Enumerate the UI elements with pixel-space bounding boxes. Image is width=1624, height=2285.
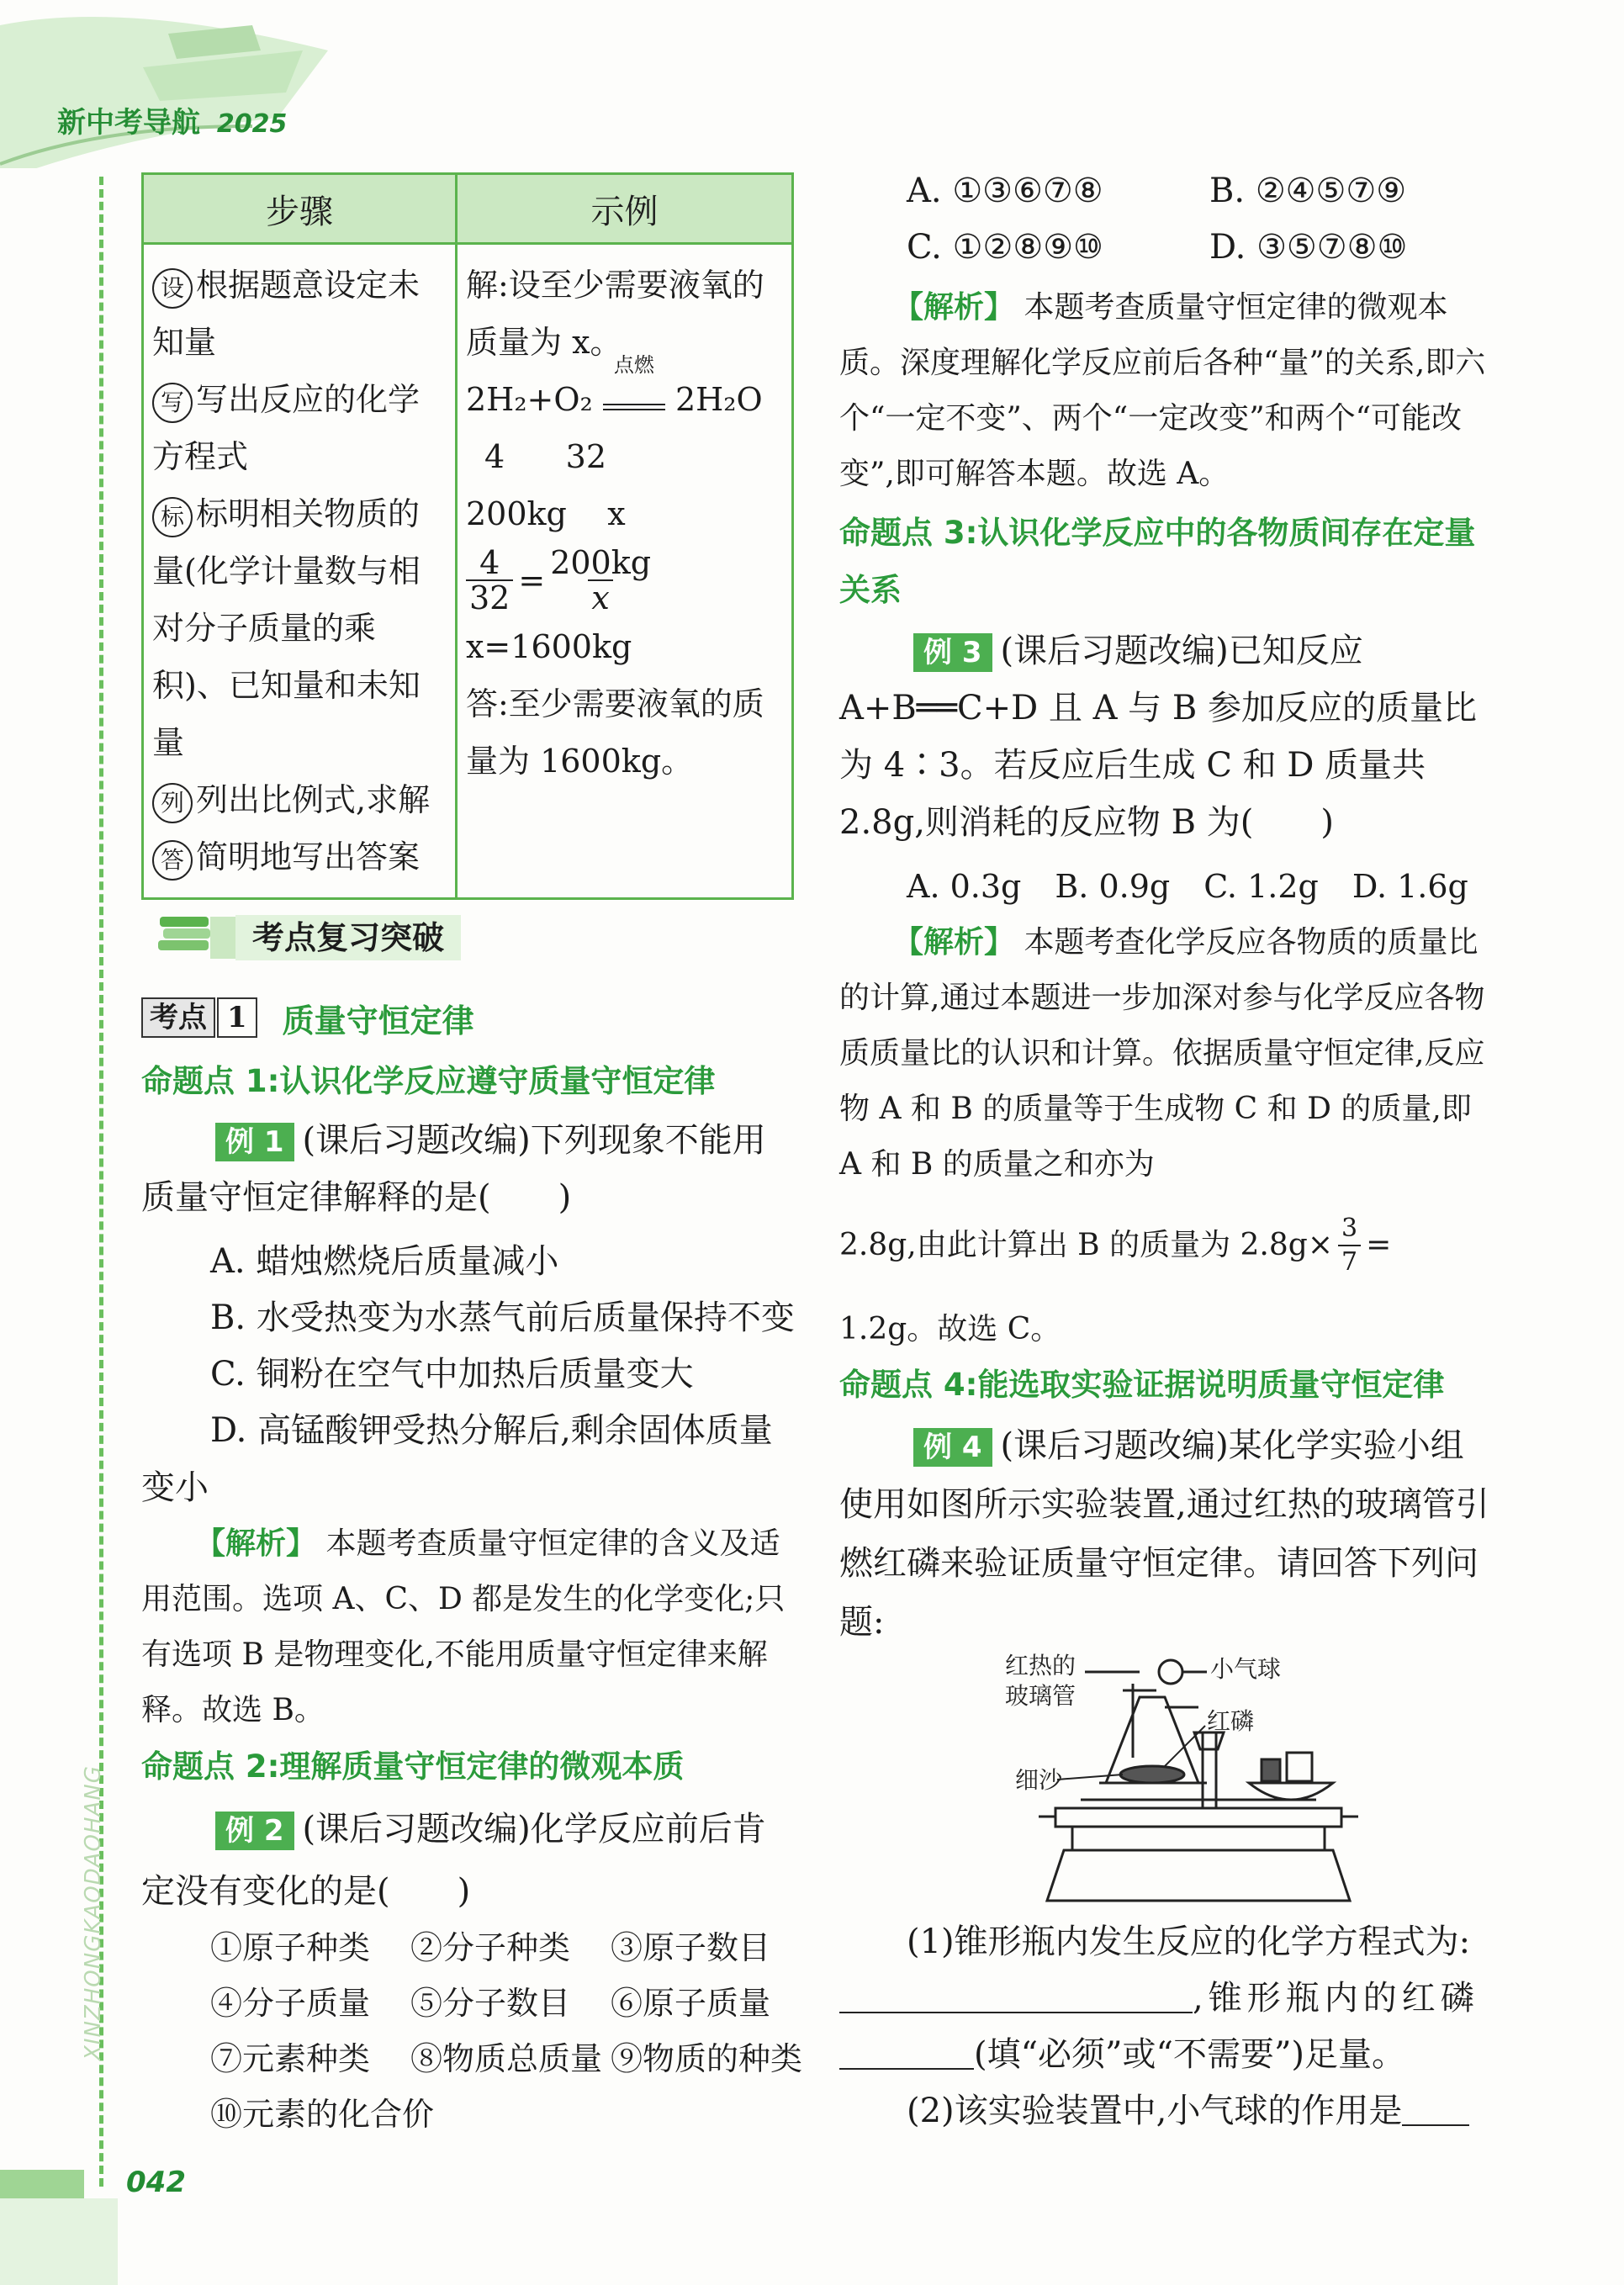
steps-cell <box>143 244 457 899</box>
question-1-line: ,锥形瓶内的红磷 <box>839 1970 1479 2027</box>
brand-year: 2025 <box>216 109 288 139</box>
question-1-text: (1)锥形瓶内发生反应的化学方程式为: <box>907 1923 1471 1961</box>
analysis-tag: 【解析】 <box>195 1526 317 1561</box>
example-2-tag: 例 2 <box>215 1812 294 1850</box>
point-1-heading: 命题点 1:认识化学反应遵守质量守恒定律 <box>141 1063 716 1099</box>
option-b: B. 0.9g <box>1055 868 1171 905</box>
option-d: D. 高锰酸钾受热分解后,剩余固体质量变小 <box>141 1411 773 1507</box>
step-row: 列 列出比例式,求解 <box>152 771 447 828</box>
step-mark: 列 <box>152 783 193 823</box>
step-row: 写 写出反应的化学方程式 <box>152 381 421 475</box>
apparatus-figure <box>1005 1648 1392 1917</box>
analysis-tag: 【解析】 <box>893 290 1015 325</box>
kaodian-num: 1 <box>217 997 257 1038</box>
example-3-tag: 例 3 <box>913 633 992 672</box>
step-mark: 答 <box>152 840 193 881</box>
example-cell <box>457 244 793 899</box>
example-3-analysis-formula: 2.8g,由此计算出 B 的质量为 2.8g× $\frac{3}{7}$ = <box>839 1214 1392 1277</box>
section-banner <box>151 908 471 967</box>
label-phosphorus: 红磷 <box>1207 1707 1255 1735</box>
step-mark: 标 <box>152 497 193 537</box>
kaodian-label: 考点 <box>141 997 215 1038</box>
label-glass-2: 玻璃管 <box>1005 1682 1076 1710</box>
col-header-example: 示例 <box>457 174 793 244</box>
example-line: 200kg x <box>466 495 626 532</box>
example-2-analysis: 【解析】 本题考查质量守恒定律的微观本质。深度理解化学反应前后各种“量”的关系,即六个“一定不变”、两个“一定改变”和两个“可能改变”,即可解答本题。故选 A。 <box>839 290 1486 491</box>
step-row: 标 标明相关物质的量(化学计量数与相对分子质量的乘积)、已知量和未知量 <box>152 495 421 761</box>
option-c: C. 1.2g <box>1203 868 1319 905</box>
option-d: D. 1.6g <box>1352 868 1468 905</box>
option-b: B. ②④⑤⑦⑨ <box>1209 172 1407 210</box>
side-text: XINZHONGKAODAOHANG <box>81 1765 106 2060</box>
question-2-line: (2)该实验装置中,小气球的作用是 <box>907 2082 1469 2140</box>
example-1-question: 例 1 (课后习题改编)下列现象不能用质量守恒定律解释的是( ) <box>141 1121 766 1217</box>
kaodian-title: 质量守恒定律 <box>282 1002 474 1039</box>
option-c: C. ①②⑧⑨⑩ <box>907 228 1103 267</box>
footer-shade <box>0 2198 118 2285</box>
point-3-heading: 命题点 3:认识化学反应中的各物质间存在定量关系 <box>839 515 1476 608</box>
point-4-heading: 命题点 4:能选取实验证据说明质量守恒定律 <box>839 1367 1445 1403</box>
option-a: A. 0.3g <box>907 868 1022 905</box>
footer-bar <box>0 2170 84 2198</box>
steps-table <box>141 172 794 900</box>
step-mark: 写 <box>152 383 193 423</box>
example-line: 解:设至少需要液氧的质量为 x。 <box>466 267 764 361</box>
equation: 2H₂+O₂ 点燃 2H₂O <box>466 353 763 418</box>
example-line: x=1600kg <box>466 628 632 665</box>
analysis-tag: 【解析】 <box>893 925 1015 960</box>
books-icon <box>151 908 244 967</box>
brand-title: 新中考导航 2025 <box>57 106 288 140</box>
label-glass-1: 红热的 <box>1005 1652 1076 1679</box>
answer-blank-1[interactable] <box>839 1970 1193 2013</box>
example-3-analysis: 【解析】 本题考查化学反应各物质的质量比的计算,通过本题进一步加深对参与化学反应各物质质量比的认识和计算。依据质量守恒定律,反应物 A 和 B 的质量等于生成物 C 和 D 的质量,即 A 和 B 的质量之和亦为 <box>839 925 1485 1182</box>
example-4-tag: 例 4 <box>913 1428 992 1467</box>
example-4-question: 例 4 (课后习题改编)某化学实验小组使用如图所示实验装置,通过红热的玻璃管引燃红磷来验证质量守恒定律。请回答下列问题: <box>839 1426 1489 1642</box>
example-line: 答:至少需要液氧的质量为 1600kg。 <box>466 685 764 780</box>
option-c: C. 铜粉在空气中加热后质量变大 <box>210 1355 694 1394</box>
example-2-question: 例 2 (课后习题改编)化学反应前后肯定没有变化的是( ) <box>141 1810 766 1911</box>
answer-blank-3[interactable] <box>1402 2082 1469 2126</box>
step-mark: 设 <box>152 268 193 309</box>
step-row: 设 根据题意设定未知量 <box>152 267 421 361</box>
option-b: B. 水受热变为水蒸气前后质量保持不变 <box>210 1299 795 1337</box>
example-line: 4 32 <box>484 438 607 475</box>
header-banner <box>0 0 336 168</box>
example-3-question: 例 3 (课后习题改编)已知反应 A+B══C+D 且 A 与 B 参加反应的质量比为 4∶3。若反应后生成 C 和 D 质量共 2.8g,则消耗的反应物 B 为( ) <box>839 632 1478 842</box>
option-a: A. ①③⑥⑦⑧ <box>907 172 1103 210</box>
option-d: D. ③⑤⑦⑧⑩ <box>1209 228 1408 267</box>
example-3-analysis-end: 1.2g。故选 C。 <box>839 1312 1061 1346</box>
ship-logo-icon <box>0 0 336 168</box>
question-1-line-2: (填“必须”或“不需要”)足量。 <box>839 2026 1405 2083</box>
label-balloon: 小气球 <box>1210 1655 1282 1683</box>
section-title: 考点复习突破 <box>235 915 461 960</box>
point-2-heading: 命题点 2:理解质量守恒定律的微观本质 <box>141 1748 685 1785</box>
reaction-arrow: 点燃 <box>603 377 665 410</box>
label-sand: 细沙 <box>1015 1766 1063 1794</box>
option-a: A. 蜡烛燃烧后质量减小 <box>210 1242 559 1281</box>
fraction: $\frac{3}{7}$ <box>1338 1213 1361 1278</box>
col-header-steps: 步骤 <box>143 174 457 244</box>
balance-apparatus-icon <box>1005 1648 1392 1917</box>
example-2-items: ①原子种类 ②分子种类 ③原子数目 ④分子质量 ⑤分子数目 ⑥原子质量 ⑦元素种类 ⑧物质总质量 ⑨物质的种类 ⑩元素的化合价 <box>210 1929 803 2133</box>
example-3-options <box>907 858 1468 915</box>
kaodian-heading <box>141 994 474 1041</box>
example-1-analysis: 【解析】 本题考查质量守恒定律的含义及适用范围。选项 A、C、D 都是发生的化学变化;只有选项 B 是物理变化,不能用质量守恒定律来解释。故选 B。 <box>141 1526 786 1727</box>
example-1-tag: 例 1 <box>215 1123 294 1161</box>
answer-blank-2[interactable] <box>839 2026 974 2070</box>
page-number: 042 <box>126 2166 186 2199</box>
proportion: $\frac{4}{32}$ = $\frac{200kg}{x}$ <box>466 542 783 618</box>
step-row: 答 简明地写出答案 <box>152 828 447 886</box>
